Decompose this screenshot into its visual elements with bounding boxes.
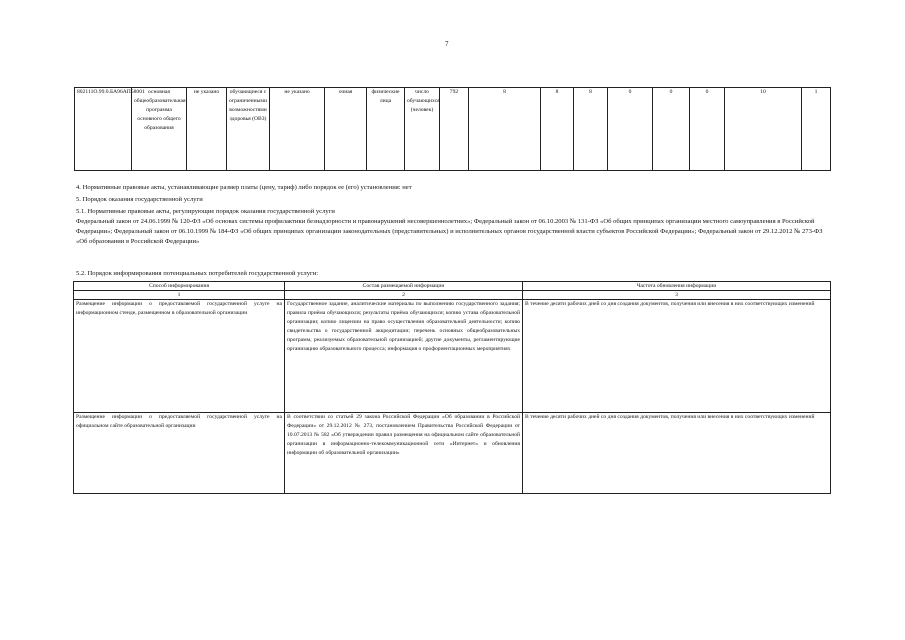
column-header: Состав размещаемой информации: [285, 282, 523, 291]
consumer-cell: физические лица: [367, 88, 405, 171]
column-header: Способ информирования: [74, 282, 285, 291]
paragraph-5-2: 5.2. Порядок информирования потенциальных потребителей государственной услуги:: [76, 270, 319, 277]
form-cell: очная: [325, 88, 367, 171]
paragraph-5-1: 5.1. Нормативные правовые акты, регулирующие порядок оказания государственной услуги: [76, 208, 335, 215]
table-row: [74, 300, 831, 413]
value-cell: 1: [802, 88, 831, 171]
table-header-row: [74, 282, 831, 291]
value-cell: 0: [653, 88, 690, 171]
column-header: Частота обновления информации: [523, 282, 831, 291]
value-cell: 8: [469, 88, 541, 171]
indicator-cell: число обучающихся (человек): [405, 88, 440, 171]
program-cell: основная общеобразовательная программа основного общего образования: [132, 88, 187, 171]
method-cell: Размещение информации о предоставляемой государственной услуге на официальном сайте образовательной организации: [74, 413, 285, 494]
unit-code-cell: 792: [440, 88, 469, 171]
registry-number-cell: 802111О.99.0.БА96АП58001: [75, 88, 132, 171]
frequency-cell: В течение десяти рабочих дней со дня создания документов, получения или внесения в них соответствующих изменений: [523, 300, 831, 413]
informing-table: [73, 281, 831, 494]
column-number: 2: [285, 291, 523, 300]
paragraph-5-1-body: Федеральный закон от 24.06.1999 № 120-ФЗ «Об основах системы профилактики безнадзорности и правонарушений несовершеннолетних»; Федеральный закон от 06.10.2003 № 131-ФЗ «Об общих принципах организации местного самоуправления в Российской Федерации»; Федеральный закон от 06.10.1999 № 184-ФЗ «Об общих принципах организации законодательных (представительных) и исполнительных органов государственной власти субъектов Российской Федерации»; Федеральный закон от 29.12.2012 № 273-ФЗ «Об образовании в Российской Федерации»: [76, 218, 823, 245]
value-cell: 8: [541, 88, 574, 171]
page-number: 7: [445, 40, 449, 48]
table-row: [74, 413, 831, 494]
paragraph-5: 5. Порядок оказания государственной услуги: [76, 196, 203, 203]
value-cell: 10: [725, 88, 802, 171]
content-cell: В соответствии со статьей 29 закона Российской Федерации «Об образовании в Российской Федерации» от 29.12.2012 № 273, постановлением Правительства Российской Федерации от 10.07.2013 № 582 «Об утверждении правил размещения на официальном сайте образовательной организации в информационно-телекоммуникационной сети «Интернет» и обновления информации об образовательной организации»: [285, 413, 523, 494]
student-category-cell: обучающиеся с ограниченными возможностями здоровья (ОВЗ): [227, 88, 270, 171]
service-volume-table: [74, 87, 831, 171]
frequency-cell: В течение десяти рабочих дней со дня создания документов, получения или внесения в них соответствующих изменений: [523, 413, 831, 494]
value-cell: 0: [690, 88, 725, 171]
paragraph-4: 4. Нормативные правовые акты, устанавливающие размер платы (цену, тариф) либо порядок ее (его) установления: нет: [76, 184, 412, 191]
value-cell: 0: [608, 88, 653, 171]
method-cell: Размещение информации о предоставляемой государственной услуге на информационном стенде, размещенном в образовательной организации: [74, 300, 285, 413]
table-cell: не указано: [187, 88, 227, 171]
table-cell: не указано: [270, 88, 325, 171]
content-cell: Государственное задание, аналитические материалы по выполнению государственного задания; правила приёма обучающихся; результаты приёма обучающихся; копию устава образовательной организации; копию лицензии на право осуществления образовательной деятельности; копию свидетельства о государственной аккредитации; перечень основных общеобразовательных программ, реализуемых образовательной организацией; другие документы, регламентирующие организацию образовательного процесса; информация о профориентационных мероприятиях: [285, 300, 523, 413]
table-row: [75, 88, 831, 171]
table-number-row: [74, 291, 831, 300]
column-number: 3: [523, 291, 831, 300]
column-number: 1: [74, 291, 285, 300]
value-cell: 8: [574, 88, 608, 171]
